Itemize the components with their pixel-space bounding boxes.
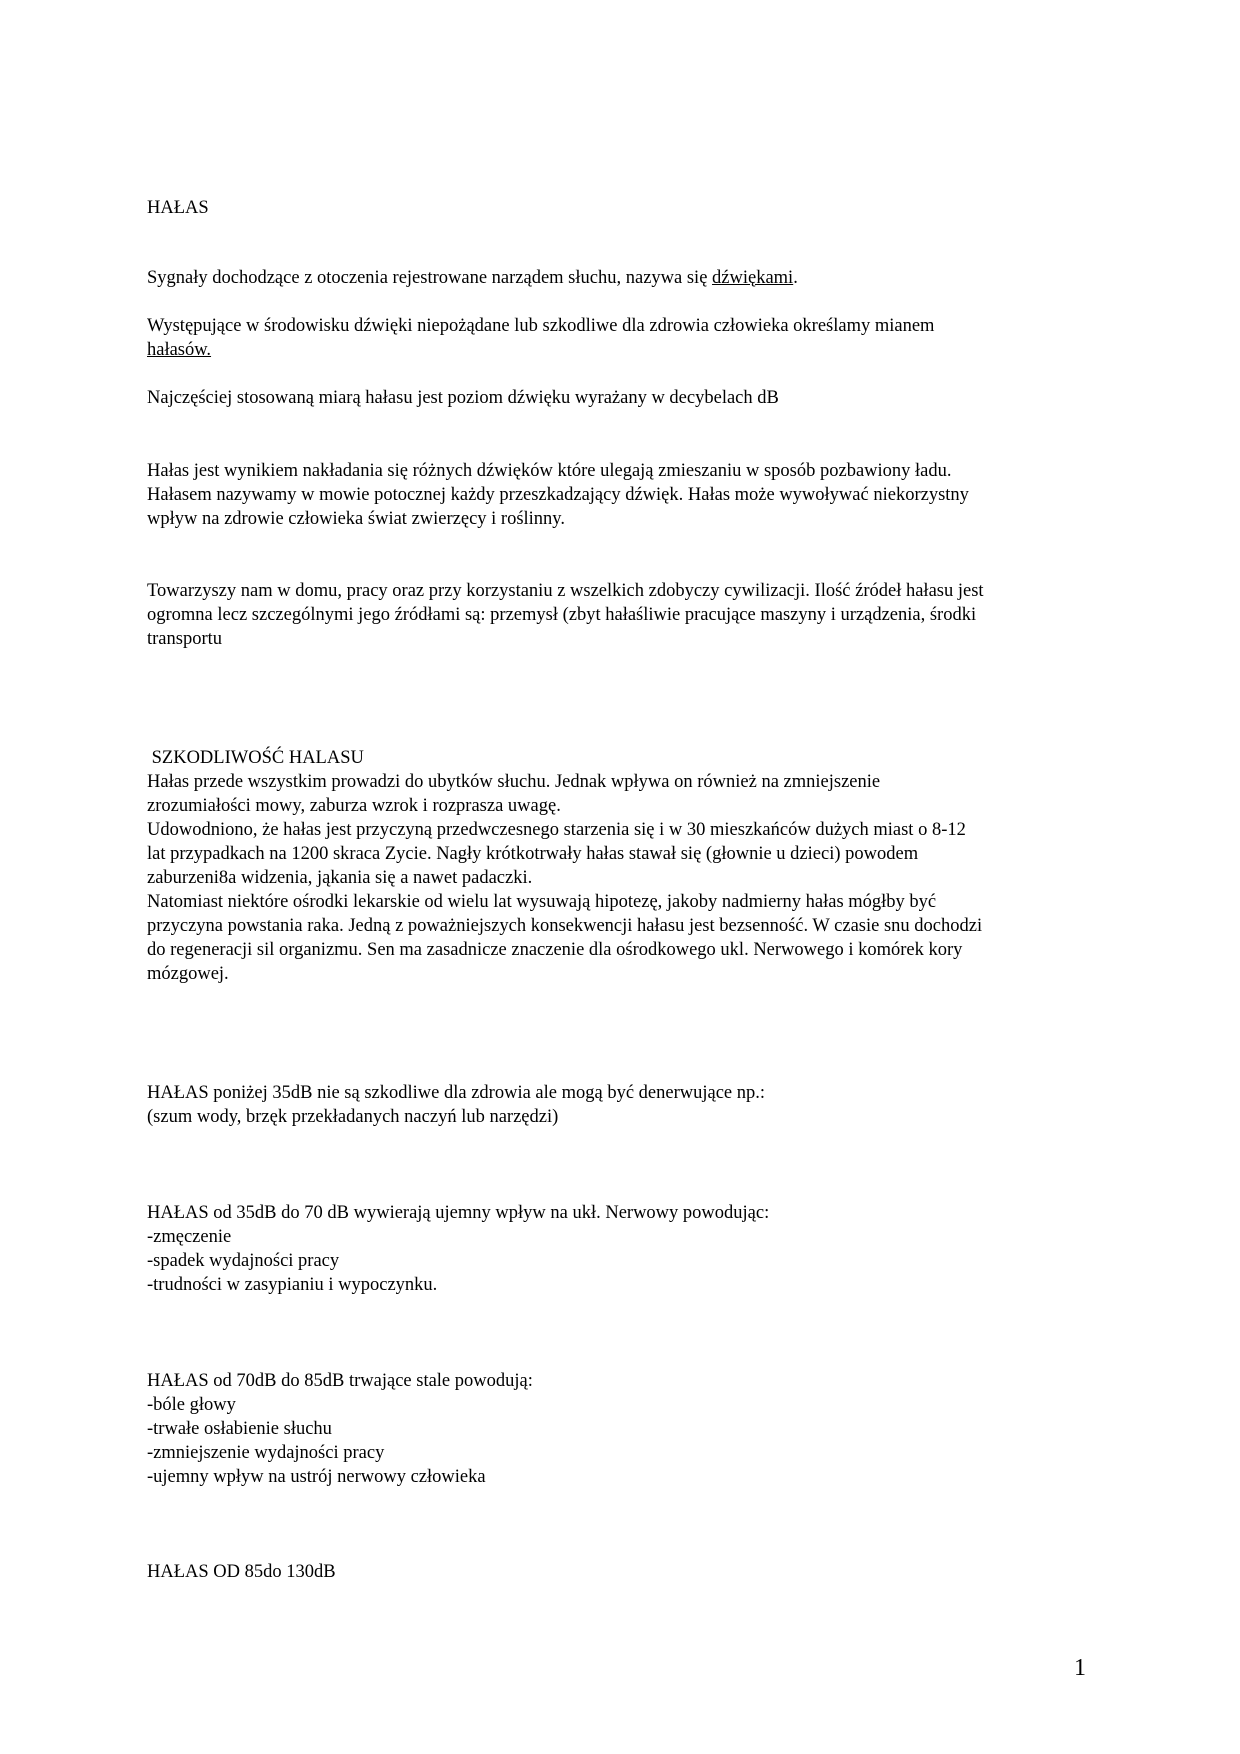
paragraph-line: HAŁAS od 35dB do 70 dB wywierają ujemny wpływ na ukł. Nerwowy powodując: — [147, 1203, 770, 1223]
paragraph-noise-definition — [147, 314, 1107, 362]
paragraph-line: wpływ na zdrowie człowieka świat zwierzęcy i roślinny. — [147, 509, 565, 529]
paragraph-line: (szum wody, brzęk przekładanych naczyń lub narzędzi) — [147, 1107, 559, 1127]
paragraph-noise-70-85db — [147, 1369, 1107, 1489]
paragraph-line: mózgowej. — [147, 964, 229, 984]
paragraph-line: Występujące w środowisku dźwięki niepożądane lub szkodliwe dla zdrowia człowieka określamy mianem — [147, 316, 935, 336]
list-item: -spadek wydajności pracy — [147, 1251, 340, 1271]
paragraph-line: zrozumiałości mowy, zaburza wzrok i rozprasza uwagę. — [147, 796, 561, 816]
paragraph-line: Hałas jest wynikiem nakładania się różnych dźwięków które ulegają zmieszaniu w sposób pozbawiony ładu. — [147, 461, 952, 481]
paragraph-noise-origin — [147, 459, 1107, 531]
list-item: -trudności w zasypianiu i wypoczynku. — [147, 1275, 438, 1295]
paragraph-line: zaburzeni8a widzenia, jąkania się a nawet padaczki. — [147, 868, 533, 888]
paragraph-line: HAŁAS poniżej 35dB nie są szkodliwe dla zdrowia ale mogą być denerwujące np.: — [147, 1083, 766, 1103]
paragraph-line — [147, 266, 1107, 290]
term-sounds: dźwiękami — [712, 268, 794, 288]
list-item: -zmniejszenie wydajności pracy — [147, 1443, 385, 1463]
paragraph-line: Hałasem nazywamy w mowie potocznej każdy przeszkadzający dźwięk. Hałas może wywoływać niekorzystny — [147, 485, 969, 505]
paragraph-end: . — [793, 268, 798, 288]
paragraph-line: HAŁAS od 70dB do 85dB trwające stale powodują: — [147, 1371, 533, 1391]
paragraph-measure — [147, 386, 1107, 410]
paragraph-text: Sygnały dochodzące z otoczenia rejestrowane narządem słuchu, nazywa się — [147, 268, 713, 288]
paragraph-noise-35-70db — [147, 1201, 1107, 1297]
paragraph-noise-85-130db — [147, 1560, 1107, 1584]
paragraph-line: do regeneracji sil organizmu. Sen ma zasadnicze znaczenie dla ośrodkowego ukl. Nerwowego i komórek kory — [147, 940, 963, 960]
list-item: -ujemny wpływ na ustrój nerwowy człowieka — [147, 1467, 486, 1487]
paragraph-line: HAŁAS OD 85do 130dB — [147, 1562, 336, 1582]
term-noises: hałasów. — [147, 340, 212, 360]
document-title — [147, 196, 1107, 220]
page-number: 1 — [1074, 1655, 1086, 1681]
paragraph-noise-below-35db — [147, 1081, 1107, 1129]
paragraph-line: lat przypadkach na 1200 skraca Zycie. Nagły krótkotrwały hałas stawał się (głownie u dzieci) powodem — [147, 844, 919, 864]
paragraph-line: ogromna lecz szczególnymi jego źródłami są: przemysł (zbyt hałaśliwie pracujące maszyny i urządzenia, środki — [147, 605, 977, 625]
section-harmfulness — [147, 746, 1107, 986]
list-item: -bóle głowy — [147, 1395, 236, 1415]
paragraph-line: transportu — [147, 629, 223, 649]
paragraph-line: Hałas przede wszystkim prowadzi do ubytków słuchu. Jednak wpływa on również na zmniejszenie — [147, 772, 881, 792]
paragraph-noise-sources — [147, 579, 1107, 651]
paragraph-line: Towarzyszy nam w domu, pracy oraz przy korzystaniu z wszelkich zdobyczy cywilizacji. Ilość źródeł hałasu jest — [147, 581, 984, 601]
paragraph-line: Natomiast niektóre ośrodki lekarskie od wielu lat wysuwają hipotezę, jakoby nadmierny hałas mógłby być — [147, 892, 937, 912]
section-heading: SZKODLIWOŚĆ HALASU — [147, 748, 364, 768]
paragraph-line: Udowodniono, że hałas jest przyczyną przedwczesnego starzenia się i w 30 mieszkańców dużych miast o 8-12 — [147, 820, 966, 840]
paragraph-line — [147, 338, 1107, 362]
title-text: HAŁAS — [147, 198, 209, 218]
paragraph-line: przyczyna powstania raka. Jedną z poważniejszych konsekwencji hałasu jest bezsenność. W czasie snu dochodzi — [147, 916, 983, 936]
list-item: -zmęczenie — [147, 1227, 232, 1247]
paragraph-line: Najczęściej stosowaną miarą hałasu jest poziom dźwięku wyrażany w decybelach dB — [147, 388, 779, 408]
paragraph-sounds-definition — [147, 266, 1107, 290]
list-item: -trwałe osłabienie słuchu — [147, 1419, 332, 1439]
